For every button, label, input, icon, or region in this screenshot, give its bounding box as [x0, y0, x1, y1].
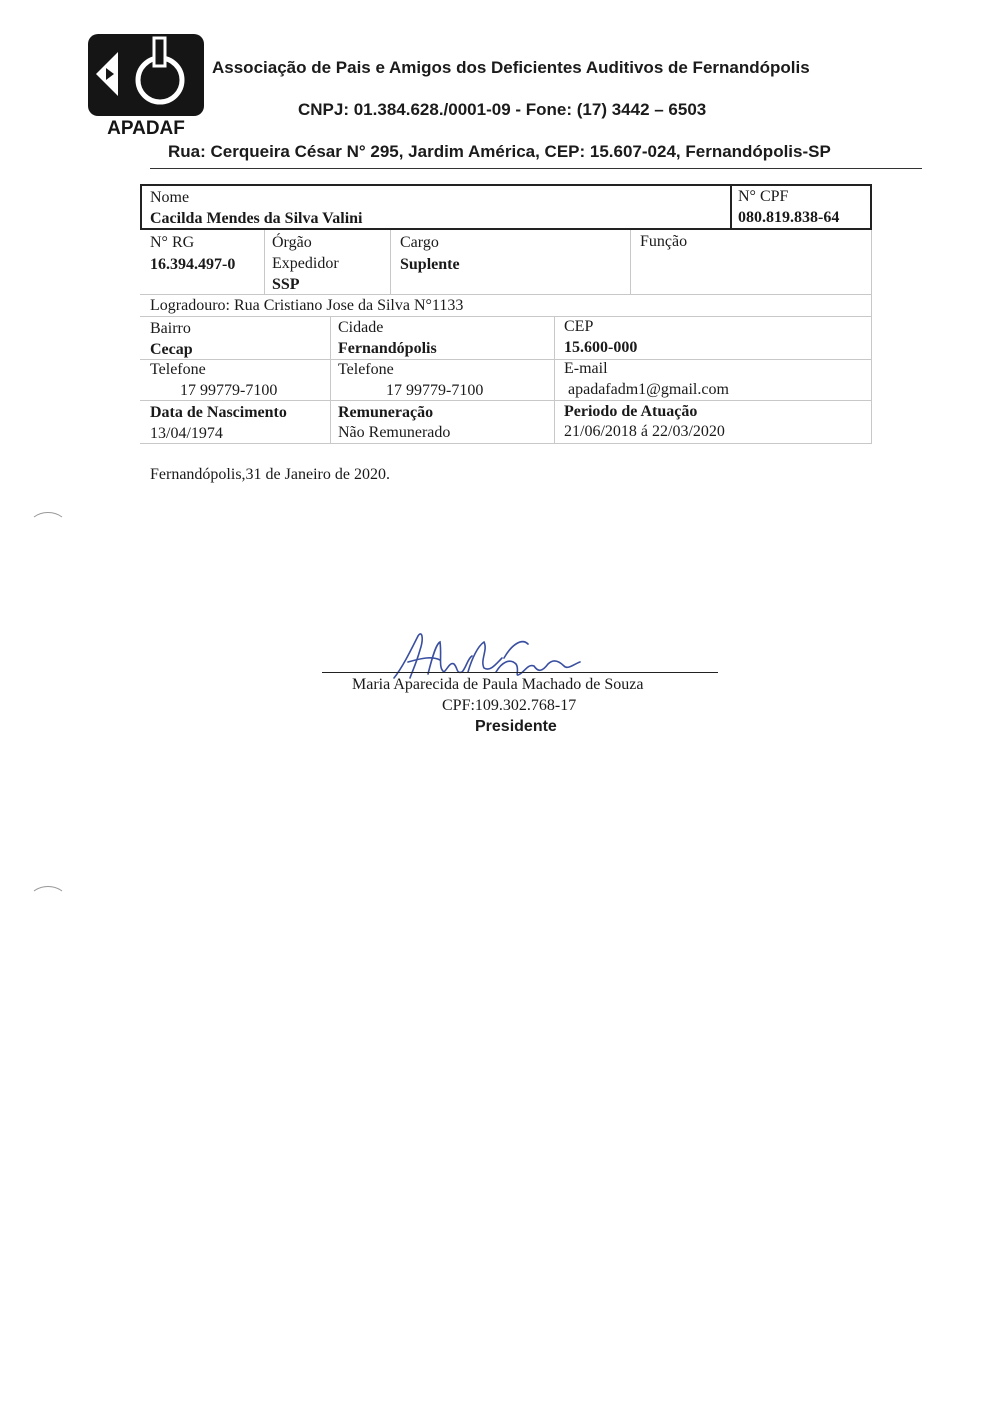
box-right: [870, 184, 872, 230]
box-left: [140, 184, 142, 230]
nome-value: Cacilda Mendes da Silva Valini: [150, 210, 363, 227]
nome-label: Nome: [150, 189, 190, 206]
apadaf-logo: [86, 34, 206, 136]
org-name: Associação de Pais e Amigos dos Deficientes Auditivos de Fernandópolis: [212, 58, 810, 77]
bairro-label: Bairro: [150, 320, 191, 337]
signatory-cpf: CPF:109.302.768-17: [442, 697, 577, 714]
telefone2-value: 17 99779-7100: [386, 382, 484, 399]
cargo-label: Cargo: [400, 234, 439, 251]
signatory-name: Maria Aparecida de Paula Machado de Souza: [352, 676, 644, 693]
bairro-value: Cecap: [150, 341, 193, 358]
cidade-label: Cidade: [338, 319, 384, 336]
cargo-value: Suplente: [400, 256, 460, 273]
periodo-value: 21/06/2018 á 22/03/2020: [564, 423, 725, 440]
cep-value: 15.600-000: [564, 339, 638, 356]
cpf-value: 080.819.838-64: [738, 209, 840, 226]
remuneracao-value: Não Remunerado: [338, 424, 451, 441]
punch-mark: [32, 880, 64, 890]
logo-text: APADAF: [107, 118, 185, 136]
email-label: E-mail: [564, 360, 608, 377]
rg-label: N° RG: [150, 234, 195, 251]
nascimento-value: 13/04/1974: [150, 425, 223, 442]
cidade-value: Fernandópolis: [338, 340, 437, 357]
periodo-label: Periodo de Atuação: [564, 403, 698, 420]
cpf-label: N° CPF: [738, 188, 789, 205]
signatory-role: Presidente: [475, 718, 557, 735]
header-divider: [150, 168, 922, 169]
orgao-value: SSP: [272, 276, 300, 293]
logradouro: Logradouro: Rua Cristiano Jose da Silva N°1133: [150, 297, 464, 314]
telefone2-label: Telefone: [338, 361, 394, 378]
signature-line: [322, 672, 718, 673]
orgao-label-1: Órgão: [272, 234, 312, 251]
org-address: Rua: Cerqueira César N° 295, Jardim América, CEP: 15.607-024, Fernandópolis-SP: [168, 142, 831, 161]
box-divider: [730, 184, 732, 230]
rg-value: 16.394.497-0: [150, 256, 236, 273]
remuneracao-label: Remuneração: [338, 404, 434, 421]
cep-label: CEP: [564, 318, 594, 335]
orgao-label-2: Expedidor: [272, 255, 339, 272]
telefone1-label: Telefone: [150, 361, 206, 378]
date-line: Fernandópolis,31 de Janeiro de 2020.: [150, 466, 390, 483]
org-cnpj-phone: CNPJ: 01.384.628./0001-09 - Fone: (17) 3442 – 6503: [298, 100, 707, 119]
box-top: [140, 184, 872, 186]
funcao-label: Função: [640, 233, 688, 250]
nascimento-label: Data de Nascimento: [150, 404, 287, 421]
punch-mark: [32, 506, 64, 516]
email-value: apadafadm1@gmail.com: [568, 381, 729, 398]
telefone1-value: 17 99779-7100: [180, 382, 278, 399]
